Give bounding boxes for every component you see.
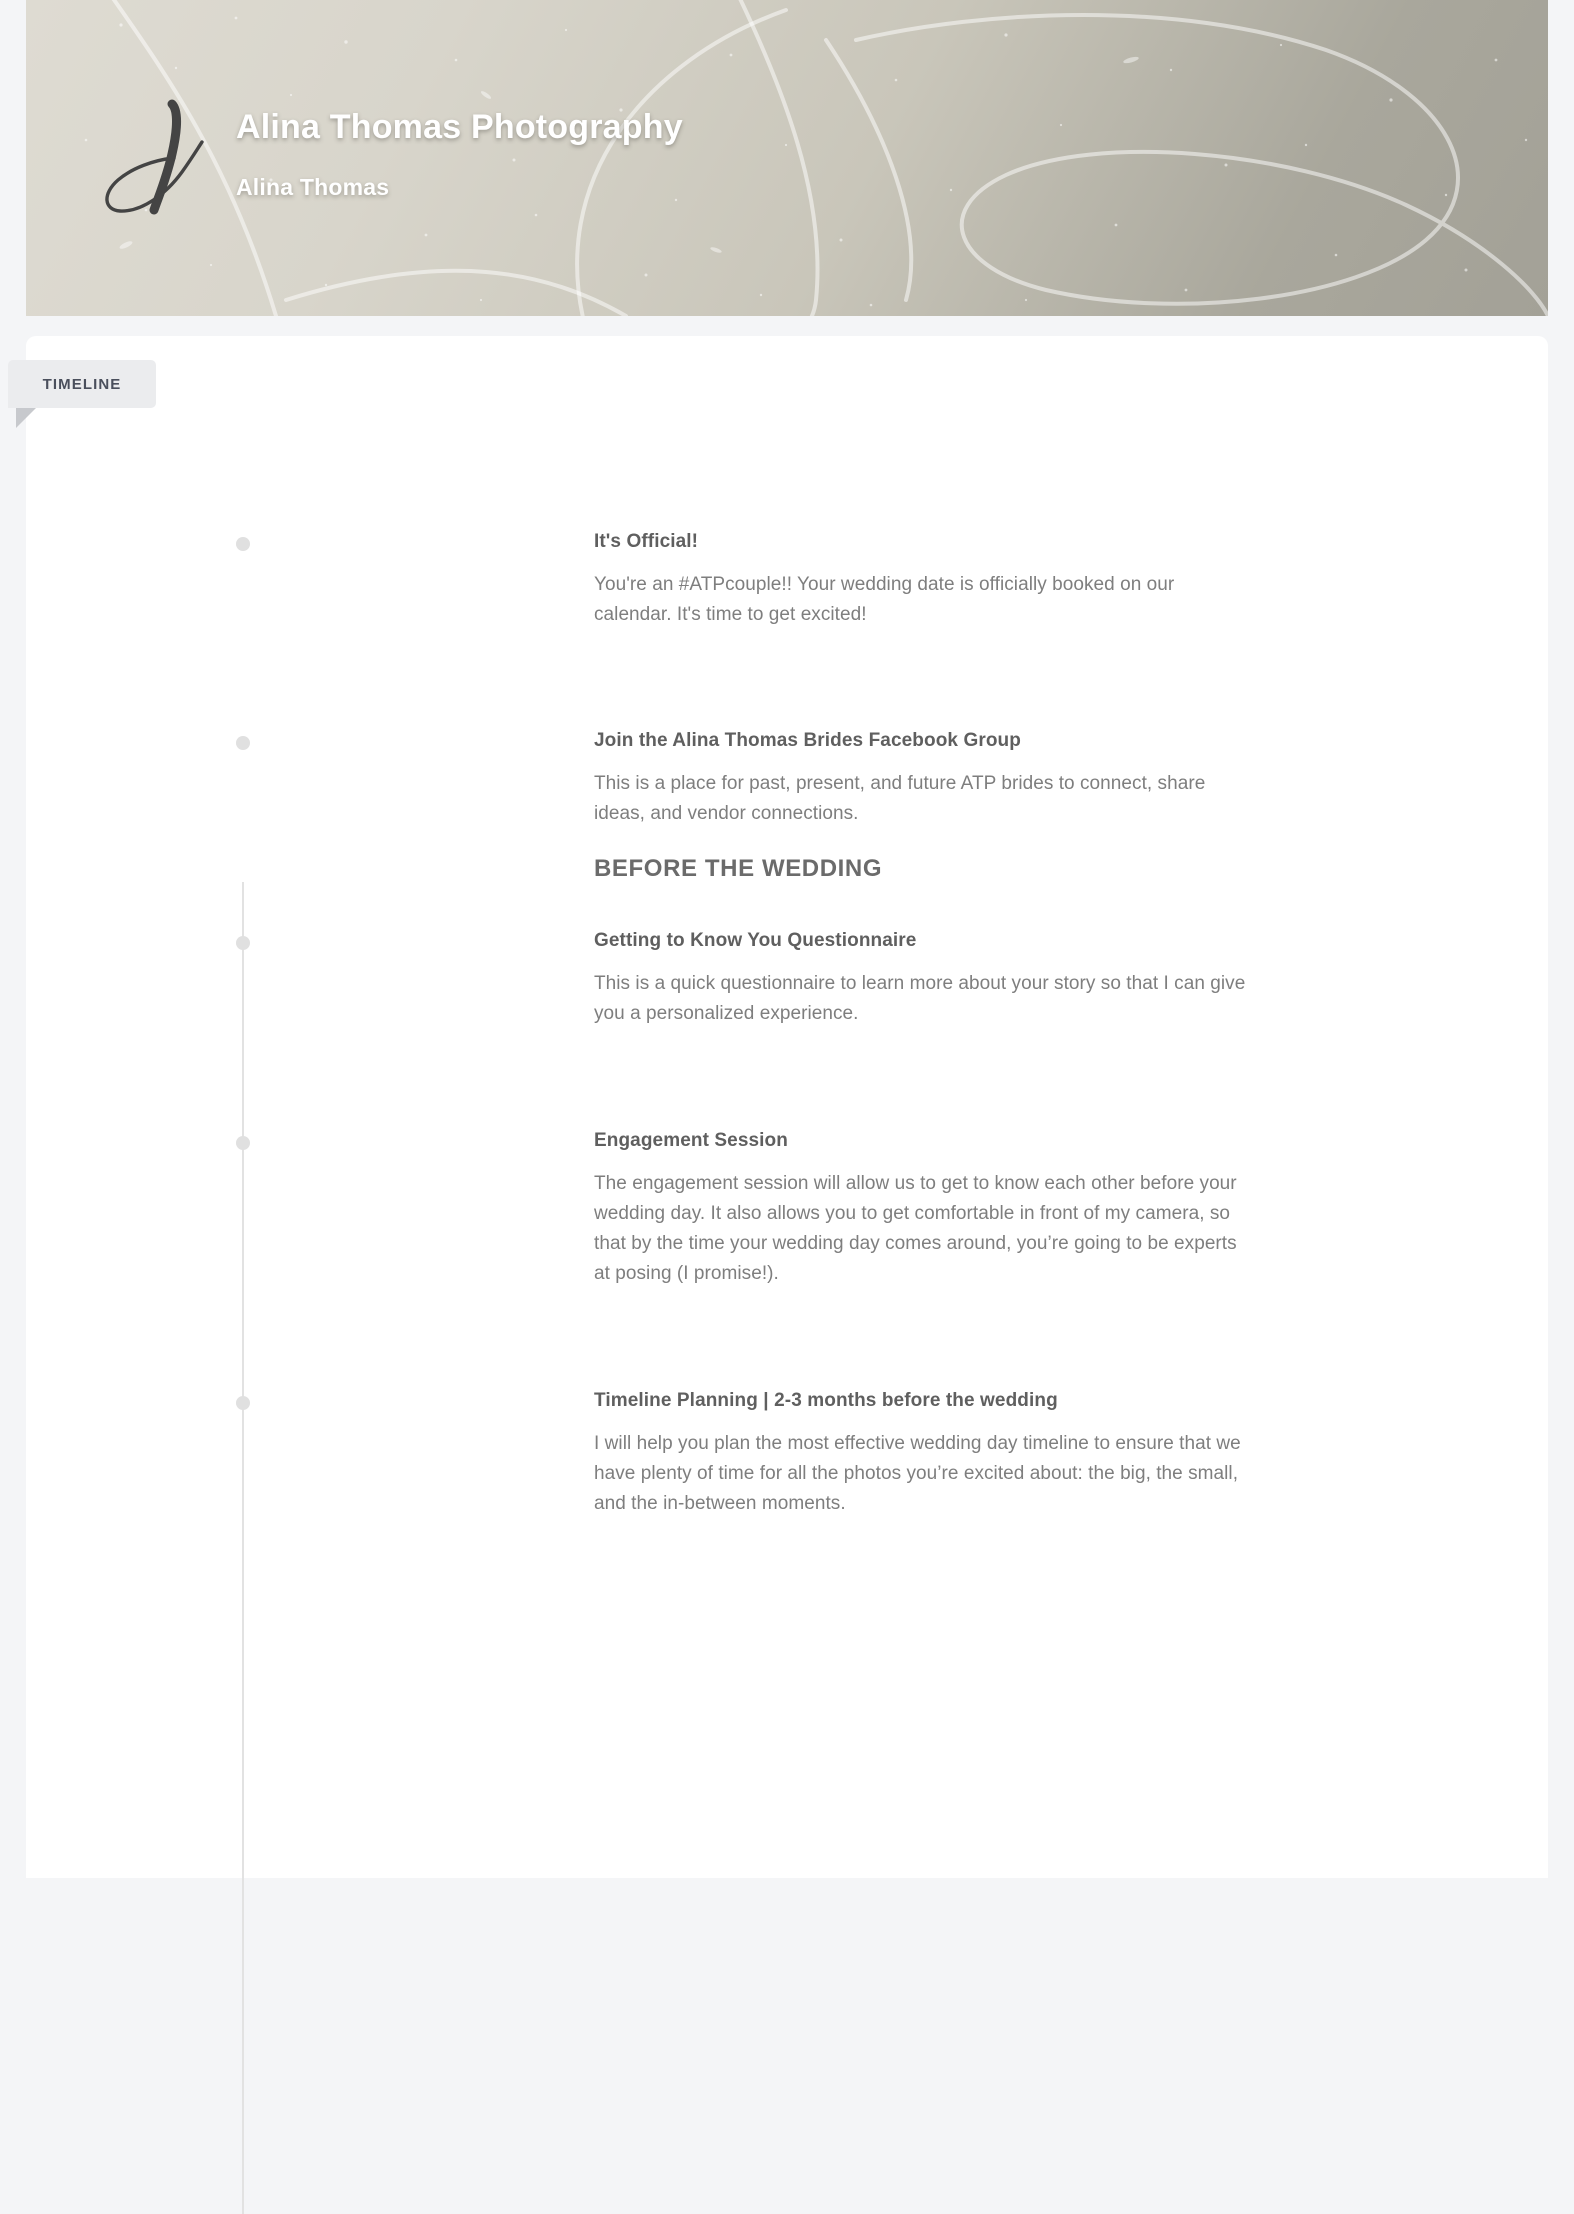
timeline-marker-dot [236,936,250,950]
timeline-marker-dot [236,1136,250,1150]
banner-subtitle: Alina Thomas [236,174,390,200]
timeline-entry-text: The engagement session will allow us to get to know each other before your wedding day. It also allows you to get comfortable in front of my camera, so that by the time your wedding day comes around, you’re going to be experts at posing (I promise!). [594,1172,1237,1284]
timeline-marker-dot [236,736,250,750]
timeline-entry-body [594,1389,1254,1519]
timeline-entry-body [594,530,1254,630]
brand-banner [26,0,1548,316]
content-card [26,336,1548,1878]
timeline-entry-text: I will help you plan the most effective wedding day timeline to ensure that we have plenty of time for all the photos you’re excited about: the big, the small, and the in-between moments. [594,1432,1241,1514]
timeline-entry-body [594,1129,1254,1289]
banner-title: Alina Thomas Photography [236,108,683,146]
timeline-tab[interactable] [8,360,188,418]
timeline-entry-title: It's Official! [594,531,699,552]
timeline-tab-label: TIMELINE [42,375,122,393]
timeline-entry-body [594,929,1254,1029]
section-heading-before-the-wedding: BEFORE THE WEDDING [594,855,883,882]
timeline-axis-line [242,882,244,2214]
timeline-marker-dot [236,537,250,551]
timeline-entry-text: This is a place for past, present, and future ATP brides to connect, share ideas, and vendor connections. [594,772,1206,824]
timeline-entry-body [594,729,1254,829]
timeline-entry-title: Join the Alina Thomas Brides Facebook Group [594,730,1021,751]
timeline-entry-title: Getting to Know You Questionnaire [594,930,917,951]
timeline-entry-title: Engagement Session [594,1130,788,1151]
timeline-entry-text: This is a quick questionnaire to learn more about your story so that I can give you a personalized experience. [594,972,1246,1024]
timeline-entry-text: You're an #ATPcouple!! Your wedding date is officially booked on our calendar. It's time to get excited! [594,573,1175,625]
timeline-tab-fold-corner [16,408,36,428]
timeline-entry-title: Timeline Planning | 2-3 months before the wedding [594,1390,1058,1411]
timeline-marker-dot [236,1396,250,1410]
timeline-tab-body[interactable] [8,360,156,408]
